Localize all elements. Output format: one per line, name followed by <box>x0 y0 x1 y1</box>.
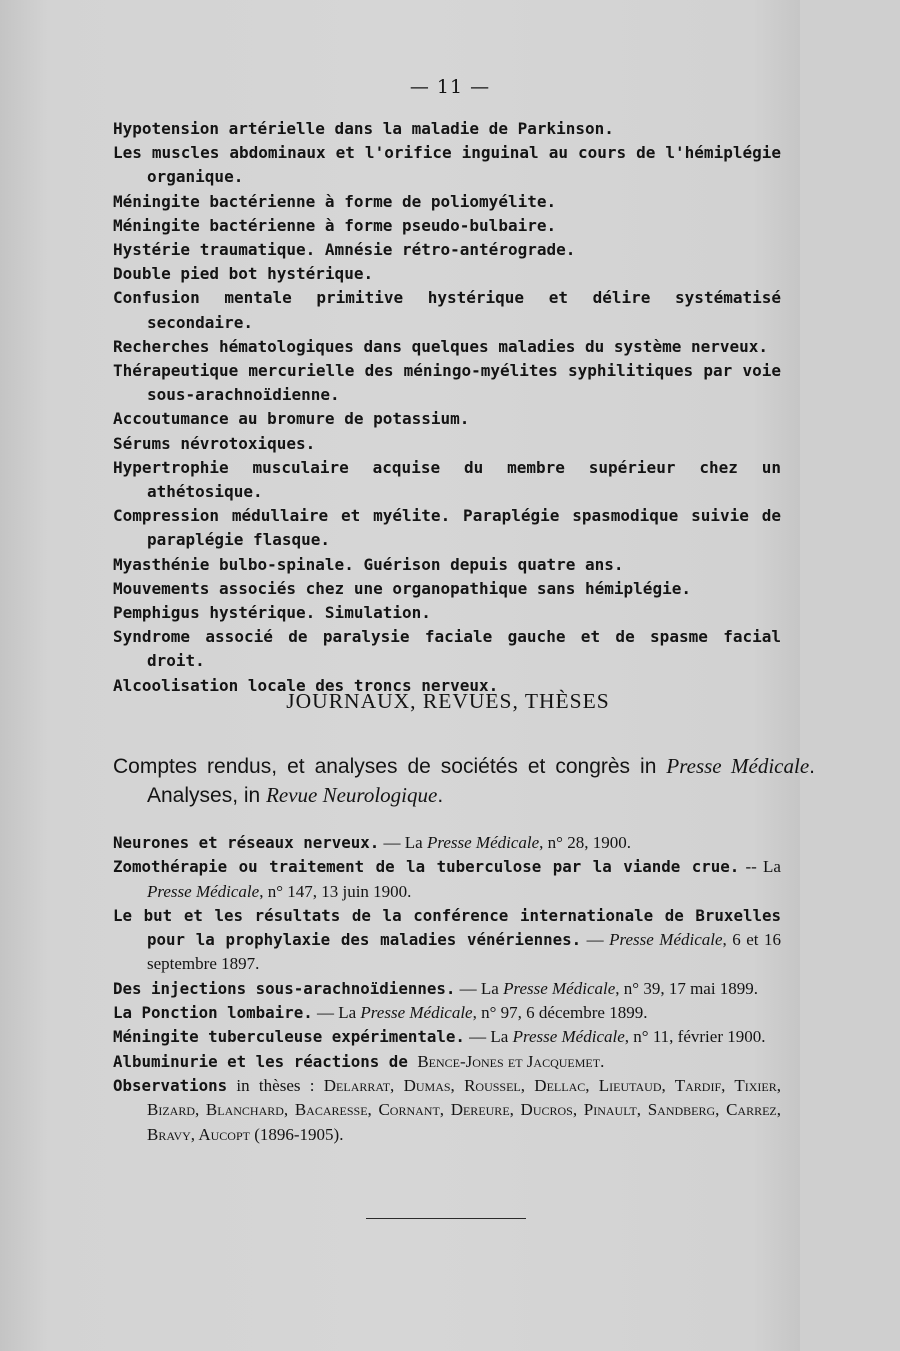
entry-title: Albuminurie et les réactions de <box>113 1051 418 1071</box>
list-item: Recherches hématologiques dans quelques maladies du système nerveux. <box>113 336 769 356</box>
list-item: Mouvements associés chez une organopathique sans hémiplégie. <box>113 578 691 598</box>
source-prefix: in thèses : <box>227 1075 324 1095</box>
source-details: , n° 147, 13 juin 1900. <box>259 881 412 901</box>
source-details: , 6 et 16 septembre 1897. <box>147 930 781 974</box>
entry-source <box>455 979 758 998</box>
source-details: , n° 39, 17 mai 1899. <box>615 978 759 998</box>
list-item: Syndrome associé de paralysie faciale gauche et de spasme facial droit. <box>113 627 781 671</box>
list-item: Méningite bactérienne à forme pseudo-bulbaire. <box>113 215 557 235</box>
entry-title: Des injections sous-arachnoïdiennes. <box>113 978 456 998</box>
source-journal: Presse Médicale <box>609 930 723 950</box>
list-item: Confusion mentale primitive hystérique et délire systématisé secondaire. <box>113 288 781 332</box>
publication-entry <box>113 1025 781 1049</box>
publication-entry <box>113 904 781 977</box>
list-item: Accoutumance au bromure de potassium. <box>113 409 470 429</box>
entry-source <box>313 1003 648 1022</box>
list-item: Alcoolisation locale des troncs nerveux. <box>113 675 499 695</box>
list-item: Méningite bactérienne à forme de poliomyélite. <box>113 191 557 211</box>
subheading-text: . Analyses, in <box>147 755 815 807</box>
source-prefix: — La <box>379 833 427 852</box>
source-details: , n° 28, 1900. <box>539 833 631 852</box>
entry-title: Zomothérapie ou traitement de la tuberculose par la viande crue. <box>113 857 740 877</box>
entry-title: La Ponction lombaire. <box>113 1003 313 1023</box>
entry-authors: Delarrat, Dumas, Roussel, Dellac, Lieutaud, Tardif, Tixier, Bizard, Blanchard, Bacaresse, Cornant, Dereure, Ducros, Pinault, Sandberg, Carrez, Bravy, Aucopt (1896-1905). <box>147 1075 781 1144</box>
source-prefix: -- La <box>739 857 781 877</box>
source-journal: Presse Médicale <box>512 1027 625 1047</box>
publication-entry <box>113 831 781 855</box>
source-journal: Presse Médicale <box>360 1003 473 1023</box>
titles-list <box>113 117 781 698</box>
source-prefix: — La <box>455 978 504 998</box>
section-subheading <box>113 752 815 810</box>
subheading-text: . <box>437 784 444 807</box>
entry-title: Observations <box>113 1075 228 1095</box>
source-details: , n° 97, 6 décembre 1899. <box>472 1003 648 1023</box>
publication-entry <box>113 1074 781 1147</box>
closing-rule <box>366 1218 526 1219</box>
list-item: Thérapeutique mercurielle des méningo-myélites syphilitiques par voie sous-arachnoïdienne. <box>113 361 781 405</box>
source-journal: Presse Médicale <box>503 978 616 998</box>
publication-entry <box>113 977 781 1001</box>
list-item: Pemphigus hystérique. Simulation. <box>113 603 431 623</box>
list-item: Sérums névrotoxiques. <box>113 433 316 453</box>
list-item: Hypotension artérielle dans la maladie de Parkinson. <box>113 119 614 138</box>
subheading-text: Comptes rendus, et analyses de sociétés et congrès in <box>113 755 667 778</box>
publication-entry <box>113 855 781 904</box>
publications-list <box>113 831 781 1147</box>
entry-source <box>379 833 631 852</box>
list-item: Compression médullaire et myélite. Paraplégie spasmodique suivie de paraplégie flasque. <box>113 506 781 550</box>
source-journal: Presse Médicale <box>426 833 540 852</box>
list-item: Double pied bot hystérique. <box>113 264 374 284</box>
entry-title: Méningite tuberculeuse expérimentale. <box>113 1027 465 1047</box>
section-heading: JOURNAUX, REVUES, THÈSES <box>286 689 610 713</box>
list-item: Hystérie traumatique. Amnésie rétro-antérograde. <box>113 240 576 260</box>
source-prefix: — La <box>464 1027 513 1047</box>
list-item: Myasthénie bulbo-spinale. Guérison depuis quatre ans. <box>113 554 624 574</box>
source-journal: Presse Médicale <box>147 881 260 901</box>
entry-source <box>465 1027 766 1046</box>
page-number: — 11 — <box>409 76 491 98</box>
source-prefix: — La <box>312 1003 361 1023</box>
list-item: Hypertrophie musculaire acquise du membre supérieur chez un athétosique. <box>113 457 781 502</box>
entry-authors: Bence-Jones et Jacquemet. <box>417 1051 605 1071</box>
source-details: , n° 11, février 1900. <box>624 1027 766 1047</box>
subheading-journal: Presse Médicale <box>666 754 810 778</box>
publication-entry <box>113 1050 781 1074</box>
source-prefix: — <box>581 930 610 950</box>
subheading-journal: Revue Neurologique <box>266 783 438 807</box>
list-item: Les muscles abdominaux et l'orifice inguinal au cours de l'hémiplégie organique. <box>113 143 781 187</box>
publication-entry <box>113 1001 781 1025</box>
entry-title: Le but et les résultats de la conférence internationale de Bruxelles pour la prophylaxie des maladies vénériennes. <box>113 905 781 950</box>
entry-title: Neurones et réseaux nerveux. <box>113 833 380 852</box>
